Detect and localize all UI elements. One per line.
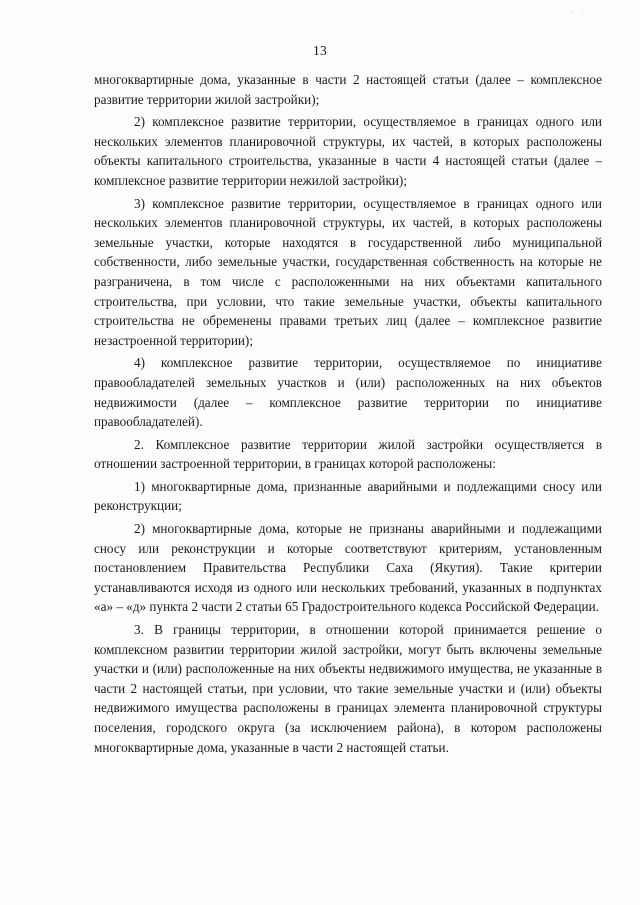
paragraph-item-3: 3) комплексное развитие территории, осуществляемое в границах одного или нескольких элементов планировочной структуры, их частей, в которых расположены земельные участки, которые находятся в государственной либо муниципальной собственности, либо земельные участки, государственная собственность на которые не разграничена, в том числе с расположенными на них объектами капитального строительства, при условии, что такие земельные участки, объекты капитального строительства не обременены правами третьих лиц (далее – комплексное развитие незастроенной территории); <box>94 195 602 348</box>
paragraph-section-2-item-2: 2) многоквартирные дома, которые не признаны аварийными и подлежащими сносу или реконструкции и которые соответствуют критериям, установленным постановлением Правительства Республики Саха (Якутия). Такие критерии устанавливаются исходя из одного или нескольких требований, указанных в подпунктах «а» – «д» пункта 2 части 2 статьи 65 Градостроительного кодекса Российской Федерации. <box>94 521 602 615</box>
paragraph-item-2: 2) комплексное развитие территории, осуществляемое в границах одного или нескольких элементов планировочной структуры, их частей, в которых расположены объекты капитального строительства, указанные в части 4 настоящей статьи (далее – комплексное развитие территории нежилой застройки); <box>94 114 602 188</box>
paragraph-section-3: 3. В границы территории, в отношении которой принимается решение о комплексном развитии территории жилой застройки, могут быть включены земельные участки и (или) расположенные на них объекты недвижимого имущества, не указанные в части 2 настоящей статьи, при условии, что такие земельные участки и (или) объекты недвижимого имущества расположены в границах элемента планировочной структуры поселения, городского округа (за исключением района), в котором расположены многоквартирные дома, указанные в части 2 настоящей статьи. <box>94 622 602 755</box>
paragraph-section-2: 2. Комплексное развитие территории жилой застройки осуществляется в отношении застроенной территории, в границах которой расположены: <box>94 436 602 472</box>
page-number: 13 <box>313 43 327 58</box>
paragraph-item-4: 4) комплексное развитие территории, осуществляемое по инициативе правообладателей земельных участков и (или) расположенных на них объектов недвижимости (далее – комплексное развитие территории по инициативе правообладателей). <box>94 355 602 430</box>
scan-mark: · · <box>570 8 587 17</box>
paragraph-continuation: многоквартирные дома, указанные в части 2 настоящей статьи (далее – комплексное развитие территории жилой застройки); <box>94 72 602 107</box>
document-body <box>94 70 602 760</box>
paragraph-section-2-item-1: 1) многоквартирные дома, признанные аварийными и подлежащими сносу или реконструкции; <box>94 478 602 514</box>
